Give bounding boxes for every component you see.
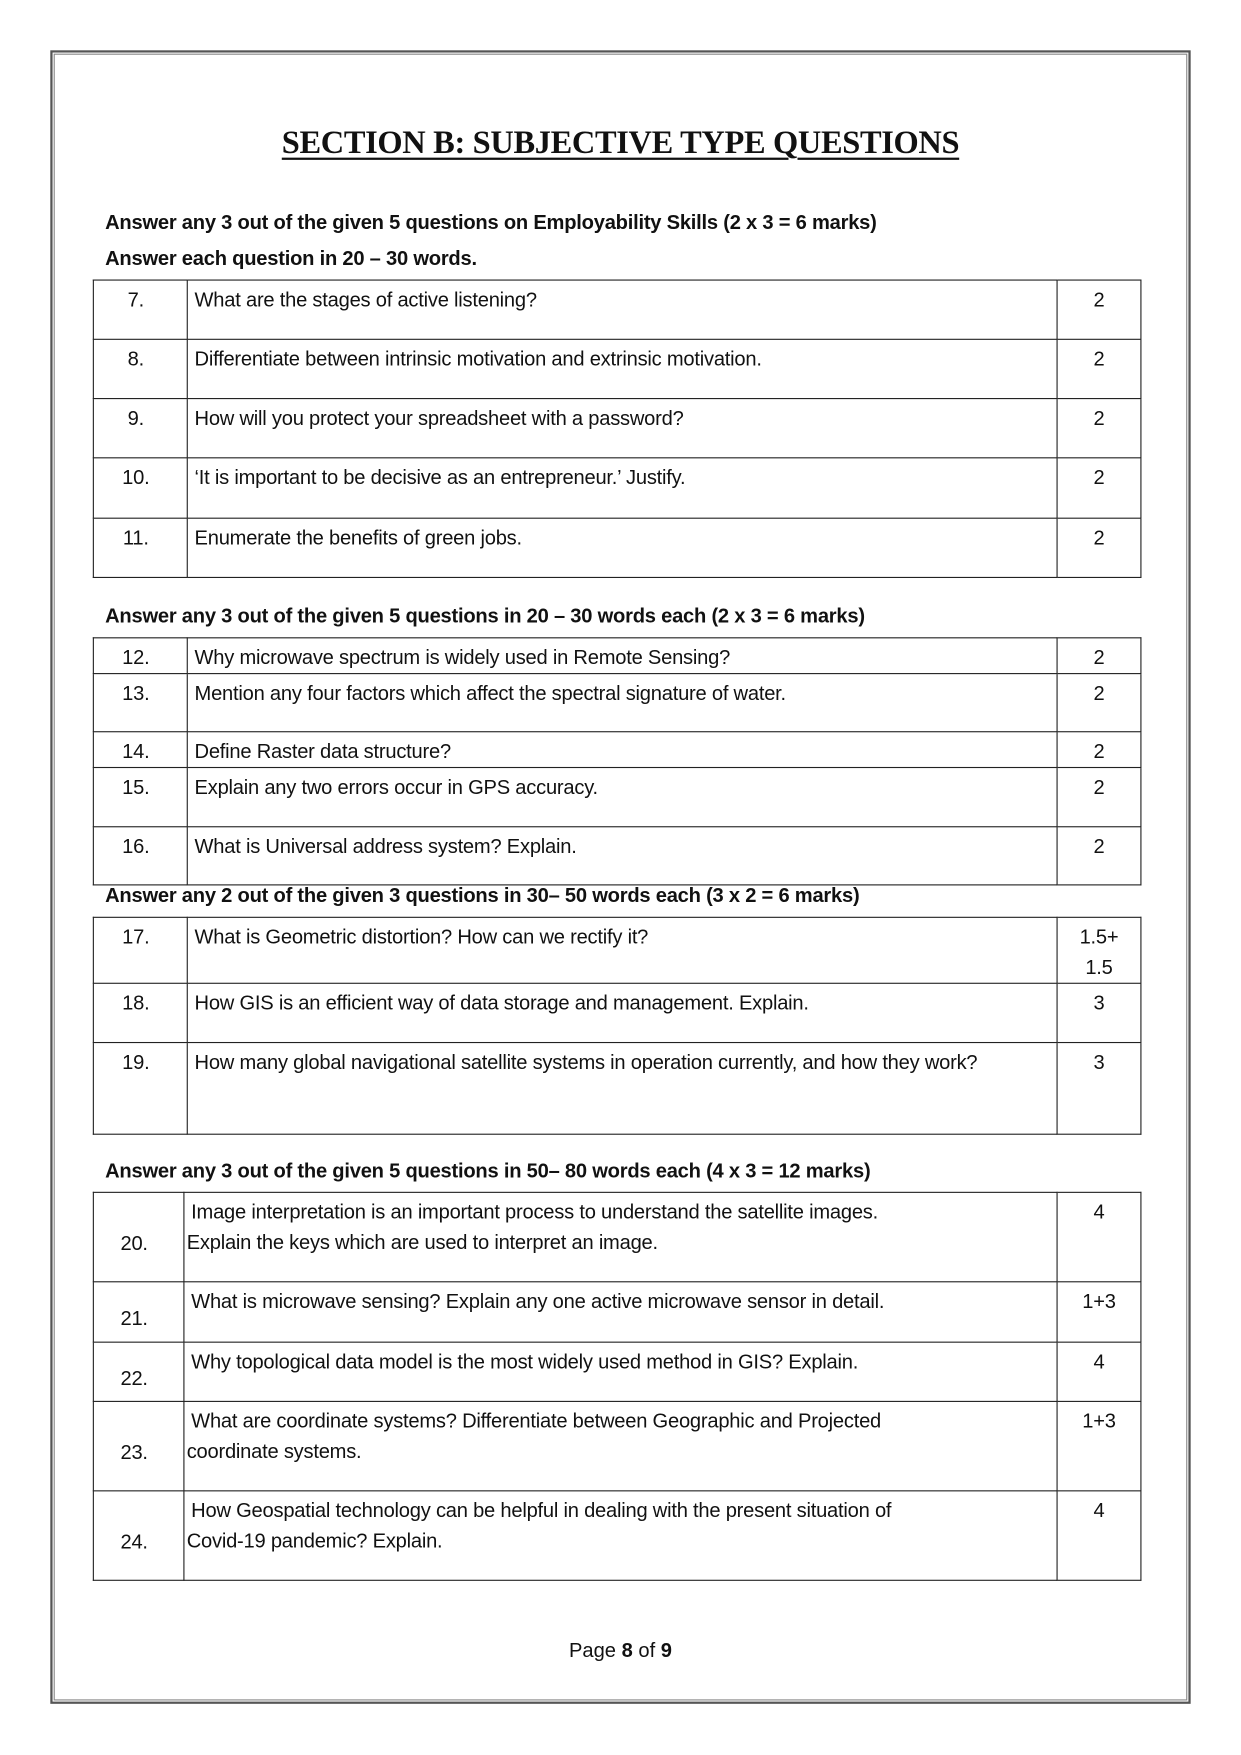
question-row bbox=[93, 827, 1141, 885]
question-number: 12. bbox=[93, 638, 187, 674]
page-number bbox=[0, 1639, 1241, 1662]
instruction: Answer any 2 out of the given 3 questions in 30– 50 words each (3 x 2 = 6 marks) bbox=[105, 884, 860, 907]
question-marks: 2 bbox=[1057, 827, 1141, 885]
question-text-line: Why topological data model is the most widely used method in GIS? Explain. bbox=[191, 1350, 859, 1373]
question-marks: 2 bbox=[1057, 674, 1141, 732]
question-text-line: What is microwave sensing? Explain any one active microwave sensor in detail. bbox=[191, 1290, 885, 1313]
question-number: 17. bbox=[93, 917, 187, 983]
instruction: Answer any 3 out of the given 5 questions on Employability Skills (2 x 3 = 6 marks) bbox=[105, 211, 877, 234]
question-row bbox=[93, 458, 1141, 518]
question-text: Explain any two errors occur in GPS accuracy. bbox=[187, 768, 1057, 827]
question-marks: 2 bbox=[1057, 768, 1141, 827]
of-label: of bbox=[638, 1638, 656, 1662]
question-row bbox=[93, 1401, 1141, 1490]
question-text: What is Geometric distortion? How can we rectify it? bbox=[187, 917, 1057, 983]
questions-table-short bbox=[93, 637, 1142, 885]
question-row bbox=[93, 768, 1141, 827]
question-row bbox=[93, 339, 1141, 398]
question-text-line: Explain the keys which are used to interpret an image. bbox=[186, 1230, 658, 1254]
question-text: Define Raster data structure? bbox=[187, 732, 1057, 768]
question-text-line: Covid-19 pandemic? Explain. bbox=[186, 1529, 443, 1552]
question-row bbox=[93, 1043, 1141, 1135]
question-marks: 2 bbox=[1057, 638, 1141, 674]
question-text-line: How Geospatial technology can be helpful in dealing with the present situation of bbox=[191, 1499, 892, 1522]
question-marks: 2 bbox=[1057, 732, 1141, 768]
question-marks: 2 bbox=[1057, 399, 1141, 458]
question-text: What is Universal address system? Explain. bbox=[187, 827, 1057, 885]
question-number: 8. bbox=[93, 339, 187, 398]
current-page: 8 bbox=[621, 1638, 633, 1662]
question-text: Enumerate the benefits of green jobs. bbox=[187, 518, 1057, 577]
question-marks: 3 bbox=[1057, 983, 1141, 1042]
question-number: 10. bbox=[93, 458, 187, 518]
question-text-line: What are coordinate systems? Differentiate between Geographic and Projected bbox=[191, 1409, 882, 1433]
page-label: Page bbox=[568, 1638, 616, 1662]
question-text-line: Image interpretation is an important process to understand the satellite images. bbox=[191, 1200, 879, 1224]
questions-table-employability bbox=[93, 280, 1142, 579]
section-title: SECTION B: SUBJECTIVE TYPE QUESTIONS bbox=[281, 125, 960, 161]
question-marks: 4 bbox=[1057, 1192, 1141, 1281]
question-number: 18. bbox=[93, 983, 187, 1042]
question-row bbox=[93, 1192, 1141, 1281]
question-number: 9. bbox=[93, 399, 187, 458]
questions-table-medium bbox=[93, 917, 1142, 1135]
question-text-line: coordinate systems. bbox=[186, 1439, 362, 1463]
question-marks: 2 bbox=[1057, 458, 1141, 518]
question-text bbox=[184, 1192, 1057, 1281]
question-text: ‘It is important to be decisive as an entrepreneur.’ Justify. bbox=[187, 458, 1057, 518]
question-number: 19. bbox=[93, 1043, 187, 1135]
question-row bbox=[93, 1282, 1141, 1342]
total-pages: 9 bbox=[660, 1638, 672, 1662]
question-text: Mention any four factors which affect the spectral signature of water. bbox=[187, 674, 1057, 732]
question-number: 23. bbox=[93, 1401, 184, 1490]
question-number: 7. bbox=[93, 280, 187, 339]
question-row bbox=[93, 674, 1141, 732]
question-row bbox=[93, 638, 1141, 674]
question-row bbox=[93, 399, 1141, 458]
question-number: 11. bbox=[93, 518, 187, 577]
instruction: Answer any 3 out of the given 5 questions in 50– 80 words each (4 x 3 = 12 marks) bbox=[105, 1159, 871, 1182]
question-text: How many global navigational satellite systems in operation currently, and how they work? bbox=[187, 1043, 1057, 1135]
question-text bbox=[184, 1491, 1057, 1580]
question-row bbox=[93, 983, 1141, 1042]
question-text bbox=[184, 1401, 1057, 1490]
question-text bbox=[184, 1342, 1057, 1401]
question-text: How GIS is an efficient way of data storage and management. Explain. bbox=[187, 983, 1057, 1042]
question-marks: 4 bbox=[1057, 1491, 1141, 1580]
question-number: 13. bbox=[93, 674, 187, 732]
question-row bbox=[93, 1491, 1141, 1580]
question-text: What are the stages of active listening? bbox=[187, 280, 1057, 339]
question-row bbox=[93, 917, 1141, 983]
question-marks: 1+3 bbox=[1057, 1282, 1141, 1342]
question-text: Differentiate between intrinsic motivation and extrinsic motivation. bbox=[187, 339, 1057, 398]
question-row bbox=[93, 1342, 1141, 1401]
question-text: How will you protect your spreadsheet with a password? bbox=[187, 399, 1057, 458]
question-marks: 2 bbox=[1057, 518, 1141, 577]
question-marks: 2 bbox=[1057, 339, 1141, 398]
question-marks: 4 bbox=[1057, 1342, 1141, 1401]
question-number: 14. bbox=[93, 732, 187, 768]
question-number: 22. bbox=[93, 1342, 184, 1401]
question-row bbox=[93, 732, 1141, 768]
question-marks: 2 bbox=[1057, 280, 1141, 339]
question-number: 21. bbox=[93, 1282, 184, 1342]
question-text bbox=[184, 1282, 1057, 1342]
question-text: Why microwave spectrum is widely used in Remote Sensing? bbox=[187, 638, 1057, 674]
question-marks: 1.5+ 1.5 bbox=[1057, 917, 1141, 983]
question-row bbox=[93, 518, 1141, 577]
question-marks: 3 bbox=[1057, 1043, 1141, 1135]
question-number: 24. bbox=[93, 1491, 184, 1580]
instruction: Answer each question in 20 – 30 words. bbox=[105, 247, 477, 270]
question-row bbox=[93, 280, 1141, 339]
questions-table-long bbox=[93, 1192, 1142, 1581]
question-number: 15. bbox=[93, 768, 187, 827]
question-number: 20. bbox=[93, 1192, 184, 1281]
instruction: Answer any 3 out of the given 5 questions in 20 – 30 words each (2 x 3 = 6 marks) bbox=[105, 604, 865, 628]
question-marks: 1+3 bbox=[1057, 1401, 1141, 1490]
question-number: 16. bbox=[93, 827, 187, 885]
